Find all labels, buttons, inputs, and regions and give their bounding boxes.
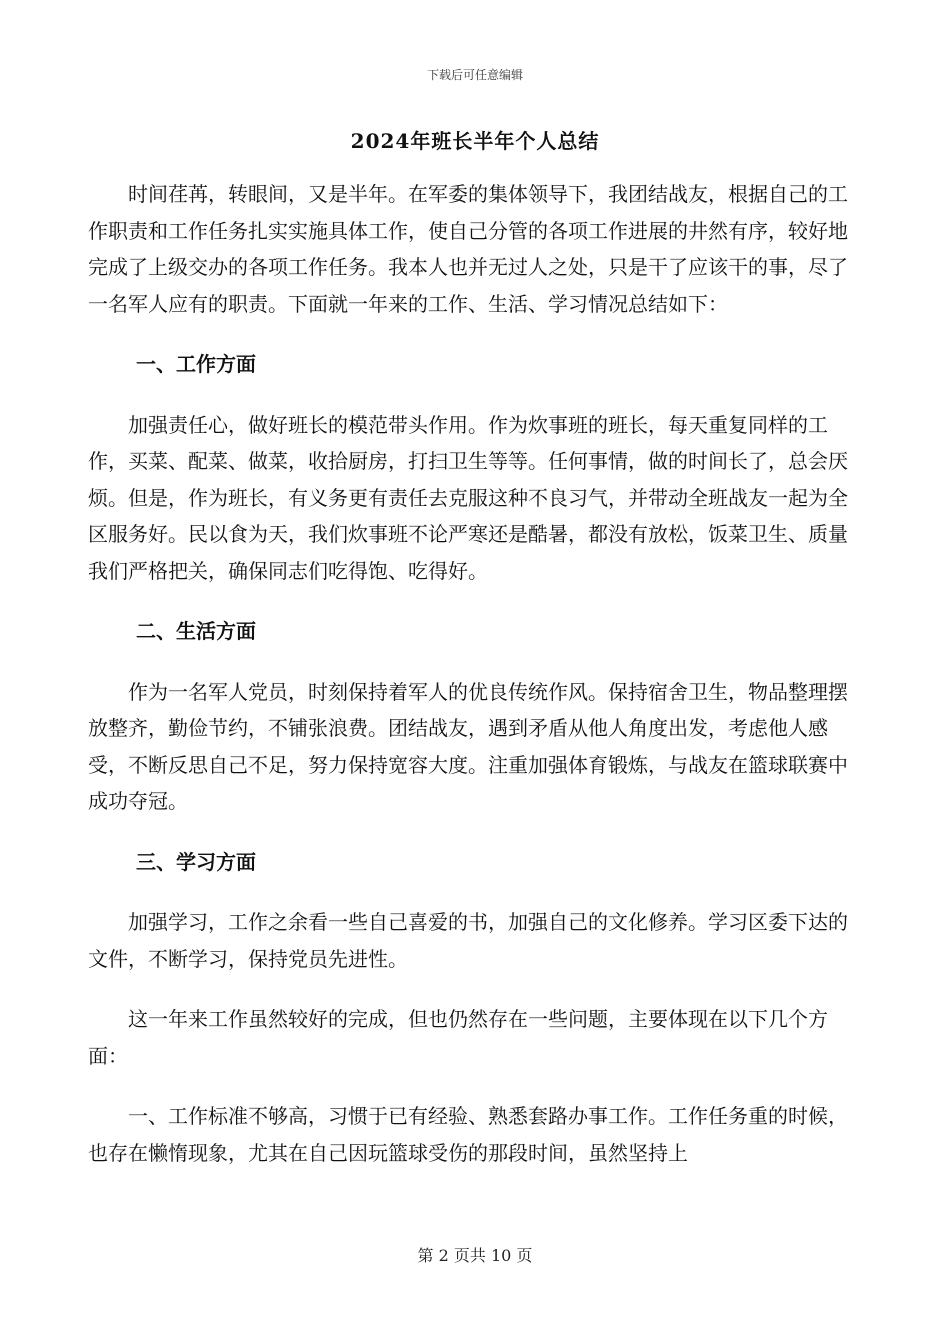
document-body (88, 176, 860, 1171)
section-body-work: 加强责任心，做好班长的模范带头作用。作为炊事班的班长，每天重复同样的工作，买菜、配菜、做菜，收拾厨房，打扫卫生等等。任何事情，做的时间长了，总会厌烦。但是，作为班长，有义务更有责任去克服这种不良习气，并带动全班战友一起为全区服务好。民以食为天，我们炊事班不论严寒还是酷暑，都没有放松，饭菜卫生、质量我们严格把关，确保同志们吃得饱、吃得好。 (88, 412, 848, 583)
problems-intro-paragraph: 这一年来工作虽然较好的完成，但也仍然存在一些问题，主要体现在以下几个方面： (88, 1007, 828, 1068)
section-body-life: 作为一名军人党员，时刻保持着军人的优良传统作风。保持宿舍卫生，物品整理摆放整齐，勤俭节约，不铺张浪费。团结战友，遇到矛盾从他人角度出发，考虑他人感受，不断反思自己不足，努力保持宽容大度。注重加强体育锻炼，与战友在篮球联赛中成功夺冠。 (88, 679, 848, 813)
section-body-study: 加强学习，工作之余看一些自己喜爱的书，加强自己的文化修养。学习区委下达的文件，不断学习，保持党员先进性。 (88, 910, 848, 971)
header-note: 下载后可任意编辑 (426, 68, 523, 82)
intro-paragraph: 时间荏苒，转眼间，又是半年。在军委的集体领导下，我团结战友，根据自己的工作职责和工作任务扎实实施具体工作，使自己分管的各项工作进展的井然有序，较好地完成了上级交办的各项工作任务。我本人也并无过人之处，只是干了应该干的事，尽了一名军人应有的职责。下面就一年来的工作、生活、学习情况总结如下： (88, 182, 848, 316)
problem-1-paragraph: 一、工作标准不够高，习惯于已有经验、熟悉套路办事工作。工作任务重的时候，也存在懒惰现象，尤其在自己因玩篮球受伤的那段时间，虽然坚持上 (88, 1104, 848, 1165)
section-heading-study: 三、学习方面 (136, 849, 256, 874)
section-heading-work: 一、工作方面 (136, 352, 256, 376)
section-heading-life: 二、生活方面 (136, 619, 256, 643)
page-title: 2024年班长半年个人总结 (350, 129, 600, 153)
page-footer: 第 2 页共 10 页 (417, 1246, 533, 1265)
